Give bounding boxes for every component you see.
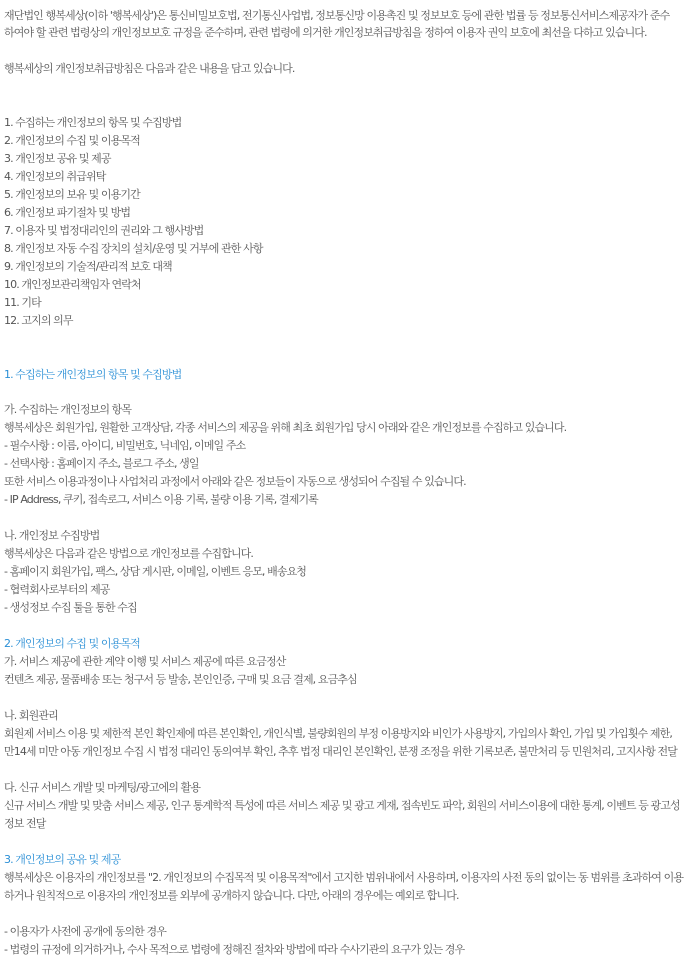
subsection-title: 가. 수집하는 개인정보의 항목 (4, 403, 132, 416)
intro-paragraph-line: 하여야 할 관련 법령상의 개인정보보호 규정을 준수하며, 관련 법령에 의거한 개인정보취급방침을 정하여 이용자 권익 보호에 최선을 다하고 있습니다. (4, 26, 647, 39)
body-line: - 협력회사로부터의 제공 (4, 583, 110, 596)
toc-item: 3. 개인정보 공유 및 제공 (4, 152, 111, 165)
toc-item: 12. 고지의 의무 (4, 314, 73, 327)
body-line: - 선택사항 : 홈페이지 주소, 블로그 주소, 생일 (4, 457, 199, 470)
intro-summary: 행복세상의 개인정보취급방침은 다음과 같은 내용을 담고 있습니다. (4, 62, 295, 75)
toc-item: 9. 개인정보의 기술적/관리적 보호 대책 (4, 260, 172, 273)
subsection-title: 나. 회원관리 (4, 709, 58, 722)
body-line: 행복세상은 이용자의 개인정보를 "2. 개인정보의 수집목적 및 이용목적"에서 고지한 범위내에서 사용하며, 이용자의 사전 동의 없이는 동 범위를 초과하여 이용 (4, 871, 684, 884)
section-heading: 3. 개인정보의 공유 및 제공 (4, 853, 121, 866)
toc-item: 2. 개인정보의 수집 및 이용목적 (4, 134, 140, 147)
body-line: 하거나 원칙적으로 이용자의 개인정보를 외부에 공개하지 않습니다. 다만, 아래의 경우에는 예외로 합니다. (4, 889, 459, 902)
body-line: - 법령의 규정에 의거하거나, 수사 목적으로 법령에 정해진 절차와 방법에 따라 수사기관의 요구가 있는 경우 (4, 943, 465, 956)
toc-item: 5. 개인정보의 보유 및 이용기간 (4, 188, 140, 201)
toc-item: 1. 수집하는 개인정보의 항목 및 수집방법 (4, 116, 182, 129)
body-line: 행복세상은 회원가입, 원활한 고객상담, 각종 서비스의 제공을 위해 최초 회원가입 당시 아래와 같은 개인정보를 수집하고 있습니다. (4, 421, 567, 434)
intro-paragraph-line: 재단법인 행복세상(이하 '행복세상')은 통신비밀보호법, 전기통신사업법, 정보통신망 이용촉진 및 정보보호 등에 관한 법률 등 정보통신서비스제공자가 준수 (4, 9, 670, 22)
toc-item: 10. 개인정보관리책임자 연락처 (4, 278, 141, 291)
body-line: - IP Address, 쿠키, 접속로그, 서비스 이용 기록, 불량 이용 기록, 결제기록 (4, 493, 318, 506)
body-line: 신규 서비스 개발 및 맞춤 서비스 제공, 인구 통계학적 특성에 따른 서비스 제공 및 광고 게재, 접속빈도 파악, 회원의 서비스이용에 대한 통계, 이벤트 등 광고성 (4, 799, 680, 812)
section-heading: 1. 수집하는 개인정보의 항목 및 수집방법 (4, 368, 182, 381)
body-line: - 홈페이지 회원가입, 팩스, 상담 게시판, 이메일, 이벤트 응모, 배송요청 (4, 565, 307, 578)
section-heading: 2. 개인정보의 수집 및 이용목적 (4, 637, 140, 650)
body-line: - 생성정보 수집 툴을 통한 수집 (4, 601, 137, 614)
toc-item: 4. 개인정보의 취급위탁 (4, 170, 106, 183)
subsection-title: 가. 서비스 제공에 관한 계약 이행 및 서비스 제공에 따른 요금정산 (4, 655, 286, 668)
body-line: 회원제 서비스 이용 및 제한적 본인 확인제에 따른 본인확인, 개인식별, 불량회원의 부정 이용방지와 비인가 사용방지, 가입의사 확인, 가입 및 가입횟수 제한, (4, 727, 672, 740)
body-line: 만14세 미만 아동 개인정보 수집 시 법정 대리인 동의여부 확인, 추후 법정 대리인 본인확인, 분쟁 조정을 위한 기록보존, 불만처리 등 민원처리, 고지사항 전달 (4, 745, 677, 758)
toc-item: 11. 기타 (4, 296, 41, 309)
body-line: 정보 전달 (4, 817, 46, 830)
body-line: 또한 서비스 이용과정이나 사업처리 과정에서 아래와 같은 정보들이 자동으로 생성되어 수집될 수 있습니다. (4, 475, 466, 488)
toc-item: 8. 개인정보 자동 수집 장치의 설치/운영 및 거부에 관한 사항 (4, 242, 263, 255)
subsection-title: 다. 신규 서비스 개발 및 마케팅/광고에의 활용 (4, 781, 201, 794)
subsection-title: 나. 개인정보 수집방법 (4, 529, 100, 542)
body-line: - 이용자가 사전에 공개에 동의한 경우 (4, 925, 166, 938)
body-line: - 필수사항 : 이름, 아이디, 비밀번호, 닉네임, 이메일 주소 (4, 439, 246, 452)
toc-item: 7. 이용자 및 법정대리인의 권리와 그 행사방법 (4, 224, 204, 237)
body-line: 컨텐츠 제공, 물품배송 또는 청구서 등 발송, 본인인증, 구매 및 요금 결제, 요금추심 (4, 673, 357, 686)
body-line: 행복세상은 다음과 같은 방법으로 개인정보를 수집합니다. (4, 547, 254, 560)
toc-item: 6. 개인정보 파기절차 및 방법 (4, 206, 131, 219)
